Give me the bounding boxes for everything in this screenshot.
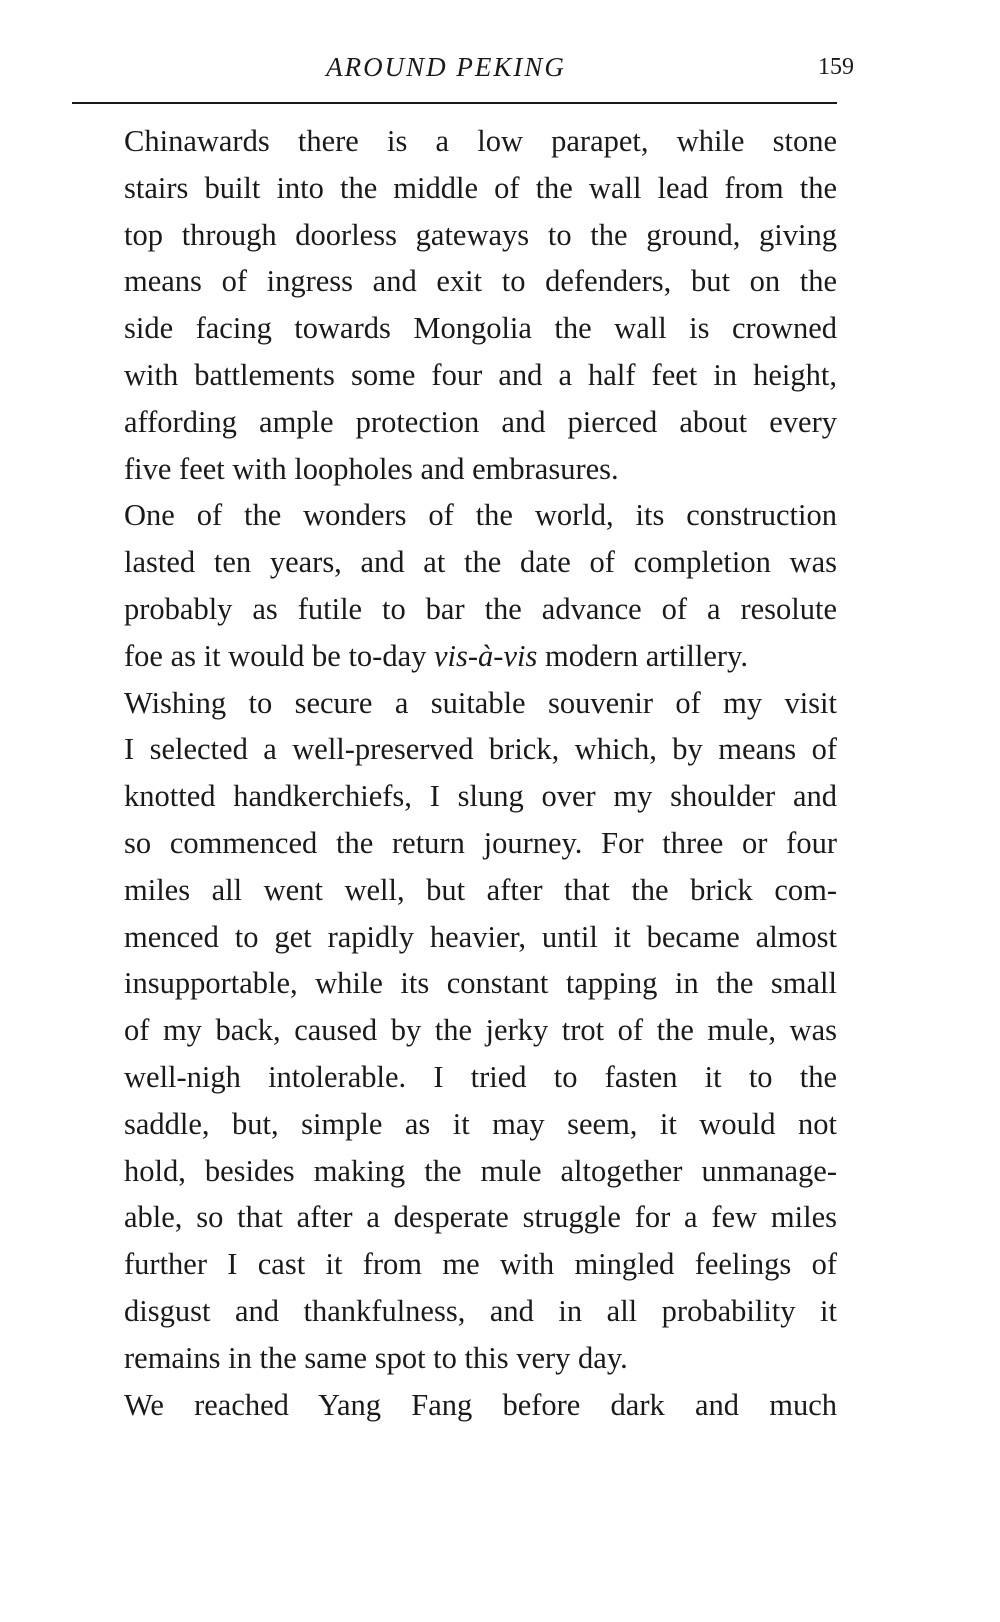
text-line: One of the wonders of the world, its construction <box>124 498 837 533</box>
text-line: remains in the same spot to this very day. <box>124 1340 628 1375</box>
text-line: with battlements some four and a half feet in height, <box>124 357 837 392</box>
page-header <box>72 52 854 92</box>
text-line: hold, besides making the mule altogether unmanage- <box>124 1153 837 1188</box>
text-line: means of ingress and exit to defenders, but on the <box>124 264 837 299</box>
header-rule <box>72 102 837 104</box>
text-line: disgust and thankfulness, and in all probability it <box>124 1293 837 1328</box>
text-line: so commenced the return journey. For three or four <box>124 825 837 860</box>
text-line: of my back, caused by the jerky trot of the mule, was <box>124 1013 837 1048</box>
paragraph-3 <box>72 680 837 1382</box>
text-line: affording ample protection and pierced about every <box>124 404 837 439</box>
text-line: We reached Yang Fang before dark and much <box>124 1387 837 1422</box>
text-line: Chinawards there is a low parapet, while stone <box>124 124 837 158</box>
paragraph-2 <box>72 492 837 679</box>
text-line: five feet with loopholes and embrasures. <box>124 451 619 486</box>
text-line: further I cast it from me with mingled feelings of <box>124 1247 837 1282</box>
text-line: able, so that after a desperate struggle for a few miles <box>124 1200 837 1235</box>
text-line: lasted ten years, and at the date of completion was <box>124 545 837 580</box>
text-line: miles all went well, but after that the brick com- <box>124 872 837 907</box>
text-line: menced to get rapidly heavier, until it became almost <box>124 919 837 954</box>
text-line: saddle, but, simple as it may seem, it would not <box>124 1106 837 1141</box>
text-line: top through doorless gateways to the ground, giving <box>124 217 837 252</box>
text-line: side facing towards Mongolia the wall is crowned <box>124 311 837 346</box>
paragraph-1 <box>72 118 837 492</box>
italic-phrase: vis-à-vis <box>434 638 538 673</box>
text-line: insupportable, while its constant tapping in the small <box>124 966 837 1001</box>
paragraph-4 <box>72 1382 837 1429</box>
page-body <box>72 118 837 1428</box>
text-line: stairs built into the middle of the wall lead from the <box>124 170 837 205</box>
text-run: foe as it would be to-day <box>124 638 435 673</box>
text-line: I selected a well-preserved brick, which, by means of <box>124 732 837 767</box>
text-line <box>72 633 837 680</box>
running-head: AROUND PEKING <box>326 52 566 82</box>
text-line: well-nigh intolerable. I tried to fasten it to the <box>124 1059 837 1094</box>
text-line: probably as futile to bar the advance of a resolute <box>124 591 837 626</box>
text-line: Wishing to secure a suitable souvenir of my visit <box>124 685 837 720</box>
text-line: knotted handkerchiefs, I slung over my shoulder and <box>124 779 837 814</box>
page-number: 159 <box>818 54 854 80</box>
text-run: modern artillery. <box>537 638 748 673</box>
